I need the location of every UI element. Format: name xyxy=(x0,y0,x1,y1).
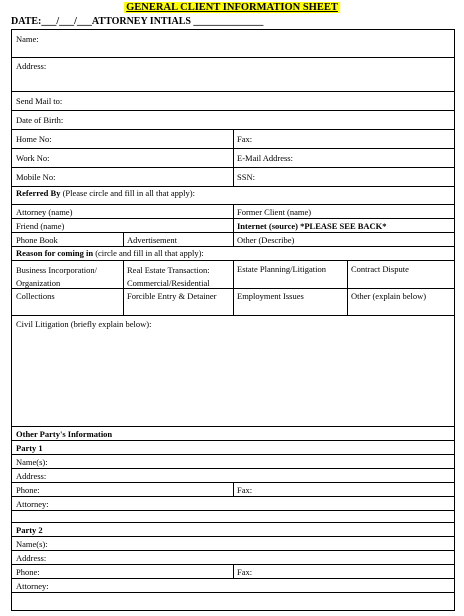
reason-forcible-entry-option[interactable]: Forcible Entry & Detainer xyxy=(127,291,217,301)
reason-heading: Reason for coming in (circle and fill in all that apply): xyxy=(16,248,204,258)
party1-fax-field[interactable]: Fax: xyxy=(237,485,253,495)
reason-estate-planning-option[interactable]: Estate Planning/Litigation xyxy=(237,264,327,274)
party2-phone-field[interactable]: Phone: xyxy=(16,567,40,577)
referral-other-option[interactable]: Other (Describe) xyxy=(237,235,295,245)
reason-other-option[interactable]: Other (explain below) xyxy=(351,291,427,301)
other-party-heading: Other Party's Information xyxy=(16,429,113,439)
row-divider xyxy=(12,522,454,523)
party1-names-field[interactable]: Name(s): xyxy=(16,457,48,467)
reason-real-estate-option[interactable]: Real Estate Transaction: Commercial/Residential xyxy=(127,265,210,288)
client-info-form xyxy=(11,29,455,611)
row-divider xyxy=(12,454,454,455)
name-field[interactable]: Name: xyxy=(16,34,39,44)
party2-attorney-field[interactable]: Attorney: xyxy=(16,581,49,591)
referral-former-client-option[interactable]: Former Client (name) xyxy=(237,207,312,217)
work-no-field[interactable]: Work No: xyxy=(16,153,50,163)
party1-label: Party 1 xyxy=(16,443,43,453)
row-divider xyxy=(12,550,454,551)
row-divider xyxy=(12,110,454,111)
row-divider xyxy=(12,315,454,316)
party2-address-field[interactable]: Address: xyxy=(16,553,47,563)
row-divider xyxy=(12,592,454,593)
row-divider xyxy=(12,510,454,511)
row-divider xyxy=(12,536,454,537)
civil-litigation-field[interactable]: Civil Litigation (briefly explain below): xyxy=(16,319,152,329)
row-divider xyxy=(12,468,454,469)
row-divider xyxy=(12,496,454,497)
home-no-field[interactable]: Home No: xyxy=(16,134,52,144)
fax-field[interactable]: Fax: xyxy=(237,134,253,144)
referral-friend-option[interactable]: Friend (name) xyxy=(16,221,65,231)
party1-phone-field[interactable]: Phone: xyxy=(16,485,40,495)
mobile-no-field[interactable]: Mobile No: xyxy=(16,172,56,182)
ssn-field[interactable]: SSN: xyxy=(237,172,255,182)
date-attorney-line: DATE:___/___/___ATTORNEY INTIALS ______________ xyxy=(11,16,264,27)
form-title: GENERAL CLIENT INFORMATION SHEET xyxy=(126,2,338,13)
reason-business-option[interactable]: Business Incorporation/ Organization xyxy=(16,265,97,288)
row-divider xyxy=(12,91,454,92)
row-divider xyxy=(12,426,454,427)
referral-advertisement-option[interactable]: Advertisement xyxy=(127,235,178,245)
email-field[interactable]: E-Mail Address: xyxy=(237,153,293,163)
referral-attorney-option[interactable]: Attorney (name) xyxy=(16,207,73,217)
send-mail-to-field[interactable]: Send Mail to: xyxy=(16,96,63,106)
party2-names-field[interactable]: Name(s): xyxy=(16,539,48,549)
row-divider xyxy=(12,578,454,579)
reason-employment-option[interactable]: Employment Issues xyxy=(237,291,304,301)
row-divider xyxy=(12,57,454,58)
party2-label: Party 2 xyxy=(16,525,43,535)
referral-phone-book-option[interactable]: Phone Book xyxy=(16,235,58,245)
date-of-birth-field[interactable]: Date of Birth: xyxy=(16,115,64,125)
address-field[interactable]: Address: xyxy=(16,61,47,71)
reason-collections-option[interactable]: Collections xyxy=(16,291,55,301)
reason-contract-dispute-option[interactable]: Contract Dispute xyxy=(351,264,409,274)
referred-by-heading: Referred By (Please circle and fill in all that apply): xyxy=(16,188,195,198)
party1-attorney-field[interactable]: Attorney: xyxy=(16,499,49,509)
referral-internet-option[interactable]: Internet (source) *PLEASE SEE BACK* xyxy=(237,221,387,231)
party1-address-field[interactable]: Address: xyxy=(16,471,47,481)
party2-fax-field[interactable]: Fax: xyxy=(237,567,253,577)
row-divider xyxy=(12,440,454,441)
